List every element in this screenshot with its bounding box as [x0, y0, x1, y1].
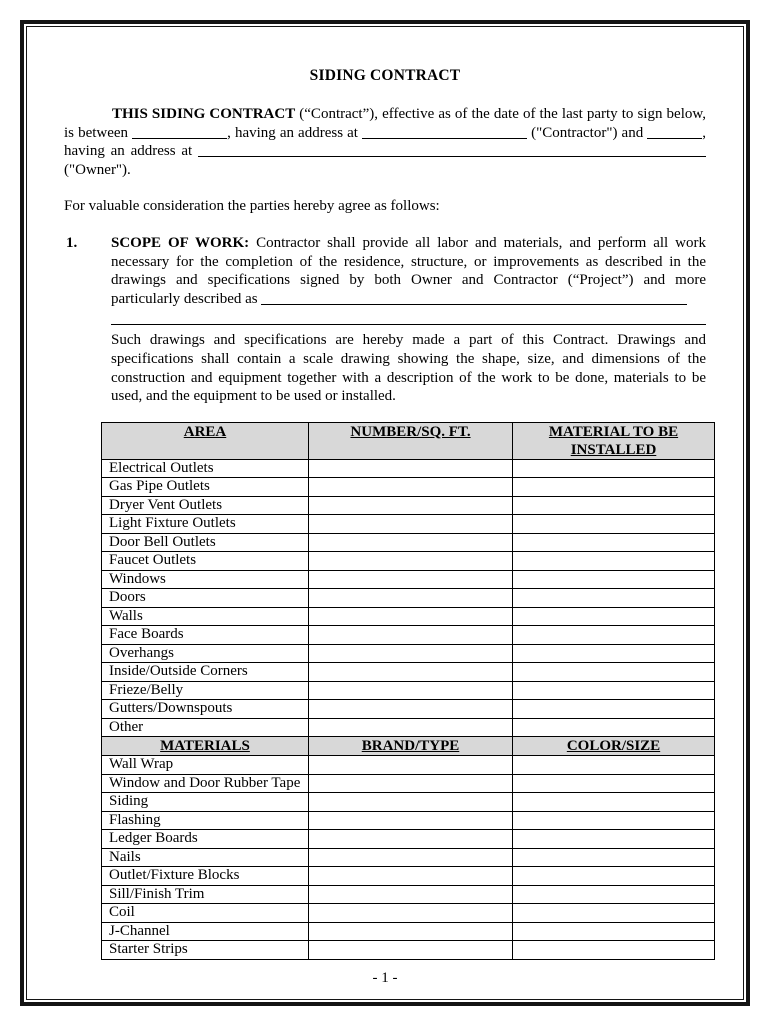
row-value-cell: [309, 663, 513, 682]
row-value-cell: [513, 774, 715, 793]
row-value-cell: [513, 552, 715, 571]
row-label-cell: Starter Strips: [102, 941, 309, 960]
intro-text-2: , having an address at: [227, 124, 363, 141]
row-label-cell: Sill/Finish Trim: [102, 885, 309, 904]
row-label-cell: Wall Wrap: [102, 756, 309, 775]
table-row: [102, 478, 715, 497]
scope-item-body: [111, 234, 706, 406]
row-value-cell: [309, 867, 513, 886]
row-value-cell: [309, 774, 513, 793]
row-value-cell: [309, 570, 513, 589]
table-row: [102, 570, 715, 589]
row-label-cell: Inside/Outside Corners: [102, 663, 309, 682]
row-value-cell: [513, 478, 715, 497]
table-row: [102, 515, 715, 534]
column-header-materials: MATERIALS: [102, 737, 309, 756]
row-label-cell: Dryer Vent Outlets: [102, 496, 309, 515]
row-label-cell: Doors: [102, 589, 309, 608]
row-value-cell: [513, 515, 715, 534]
table-row: [102, 552, 715, 571]
blank-owner-name: [647, 135, 702, 139]
area-header-group: [102, 422, 715, 459]
row-value-cell: [513, 885, 715, 904]
table-row: [102, 644, 715, 663]
row-label-cell: Faucet Outlets: [102, 552, 309, 571]
row-value-cell: [309, 533, 513, 552]
intro-text-4: , having an address at: [64, 124, 707, 160]
scope-heading: SCOPE OF WORK:: [111, 234, 250, 251]
row-value-cell: [513, 922, 715, 941]
row-value-cell: [309, 904, 513, 923]
row-value-cell: [513, 793, 715, 812]
contract-table: [101, 422, 715, 960]
row-value-cell: [309, 811, 513, 830]
row-value-cell: [309, 793, 513, 812]
row-value-cell: [513, 811, 715, 830]
column-header-number-sqft: NUMBER/SQ. FT.: [309, 422, 513, 459]
row-value-cell: [513, 589, 715, 608]
blank-contractor-address: [362, 135, 527, 139]
row-value-cell: [513, 848, 715, 867]
row-value-cell: [513, 756, 715, 775]
intro-paragraph: [64, 105, 706, 179]
row-value-cell: [309, 459, 513, 478]
consideration-text: For valuable consideration the parties hereby agree as follows:: [64, 198, 440, 215]
row-value-cell: [309, 644, 513, 663]
row-value-cell: [513, 867, 715, 886]
table-row: [102, 459, 715, 478]
area-rows-body: [102, 459, 715, 737]
table-row: [102, 533, 715, 552]
table-row: [102, 756, 715, 775]
scope-paragraph: [111, 234, 706, 308]
row-value-cell: [309, 626, 513, 645]
row-value-cell: [513, 644, 715, 663]
table-row: [102, 718, 715, 737]
row-value-cell: [513, 626, 715, 645]
table-row: [102, 830, 715, 849]
column-header-material: MATERIAL TO BE INSTALLED: [513, 422, 715, 459]
row-label-cell: Other: [102, 718, 309, 737]
document-title: SIDING CONTRACT: [309, 67, 461, 84]
row-label-cell: Face Boards: [102, 626, 309, 645]
materials-header-row: [102, 737, 715, 756]
row-value-cell: [309, 607, 513, 626]
row-label-cell: Overhangs: [102, 644, 309, 663]
row-value-cell: [309, 922, 513, 941]
row-value-cell: [309, 756, 513, 775]
row-value-cell: [309, 496, 513, 515]
table-row: [102, 607, 715, 626]
row-label-cell: J-Channel: [102, 922, 309, 941]
row-value-cell: [513, 830, 715, 849]
table-row: [102, 904, 715, 923]
table-row: [102, 885, 715, 904]
row-value-cell: [513, 496, 715, 515]
blank-line-project-description: [111, 308, 706, 325]
page-number: - 1 -: [372, 970, 398, 986]
row-value-cell: [309, 478, 513, 497]
table-row: [102, 922, 715, 941]
intro-text-3: ("Contractor") and: [527, 124, 648, 141]
scope-paragraph-2: Such drawings and specifications are hereby made a part of this Contract. Drawings and specifications shall contain a scale drawing showing the shape, size, and dimensions of the construction and equipment together with a description of the work to be done, materials to be used, and the equipment to be used or installed.: [111, 332, 706, 405]
intro-lead: THIS SIDING CONTRACT: [112, 106, 296, 122]
row-value-cell: [309, 700, 513, 719]
row-value-cell: [513, 459, 715, 478]
row-label-cell: Electrical Outlets: [102, 459, 309, 478]
row-label-cell: Gas Pipe Outlets: [102, 478, 309, 497]
table-row: [102, 774, 715, 793]
table-row: [102, 700, 715, 719]
blank-contractor-name: [132, 135, 227, 139]
materials-header-group: [102, 737, 715, 756]
row-label-cell: Windows: [102, 570, 309, 589]
row-label-cell: Window and Door Rubber Tape: [102, 774, 309, 793]
row-label-cell: Light Fixture Outlets: [102, 515, 309, 534]
table-row: [102, 941, 715, 960]
scope-item: [64, 234, 706, 406]
row-value-cell: [513, 700, 715, 719]
column-header-brand-type: BRAND/TYPE: [309, 737, 513, 756]
page-outer-border: [20, 20, 750, 1006]
page-inner-border: [26, 26, 744, 1000]
row-value-cell: [309, 830, 513, 849]
row-value-cell: [309, 885, 513, 904]
table-row: [102, 811, 715, 830]
row-value-cell: [309, 718, 513, 737]
row-label-cell: Ledger Boards: [102, 830, 309, 849]
table-row: [102, 663, 715, 682]
row-value-cell: [309, 515, 513, 534]
row-value-cell: [513, 941, 715, 960]
table-row: [102, 793, 715, 812]
row-value-cell: [309, 552, 513, 571]
materials-rows-body: [102, 756, 715, 960]
row-value-cell: [309, 941, 513, 960]
table-row: [102, 626, 715, 645]
column-header-color-size: COLOR/SIZE: [513, 737, 715, 756]
intro-text-5: ("Owner").: [64, 161, 131, 178]
row-label-cell: Nails: [102, 848, 309, 867]
row-value-cell: [513, 607, 715, 626]
scope-item-number: 1.: [66, 234, 78, 251]
row-value-cell: [513, 533, 715, 552]
row-label-cell: Siding: [102, 793, 309, 812]
row-label-cell: Walls: [102, 607, 309, 626]
scope-text: Contractor shall provide all labor and materials, and perform all work necessary for the completion of the residence, structure, or improvements as described in the drawings and specifications signed by both Owner and Contractor (“Project”) and more particularly described as: [111, 234, 706, 307]
table-row: [102, 848, 715, 867]
row-label-cell: Door Bell Outlets: [102, 533, 309, 552]
row-value-cell: [513, 718, 715, 737]
row-value-cell: [513, 904, 715, 923]
row-label-cell: Outlet/Fixture Blocks: [102, 867, 309, 886]
area-header-row: [102, 422, 715, 459]
table-row: [102, 867, 715, 886]
row-label-cell: Flashing: [102, 811, 309, 830]
table-row: [102, 589, 715, 608]
row-label-cell: Coil: [102, 904, 309, 923]
row-value-cell: [309, 681, 513, 700]
row-value-cell: [513, 570, 715, 589]
row-label-cell: Gutters/Downspouts: [102, 700, 309, 719]
intro-text-1: (“Contract”), effective as of the date of the last party to sign below, is between: [64, 106, 706, 141]
row-value-cell: [513, 681, 715, 700]
row-value-cell: [309, 848, 513, 867]
table-row: [102, 496, 715, 515]
row-value-cell: [309, 589, 513, 608]
table-row: [102, 681, 715, 700]
blank-project-description: [261, 301, 687, 305]
row-label-cell: Frieze/Belly: [102, 681, 309, 700]
blank-owner-address: [198, 153, 706, 157]
column-header-area: AREA: [102, 422, 309, 459]
row-value-cell: [513, 663, 715, 682]
